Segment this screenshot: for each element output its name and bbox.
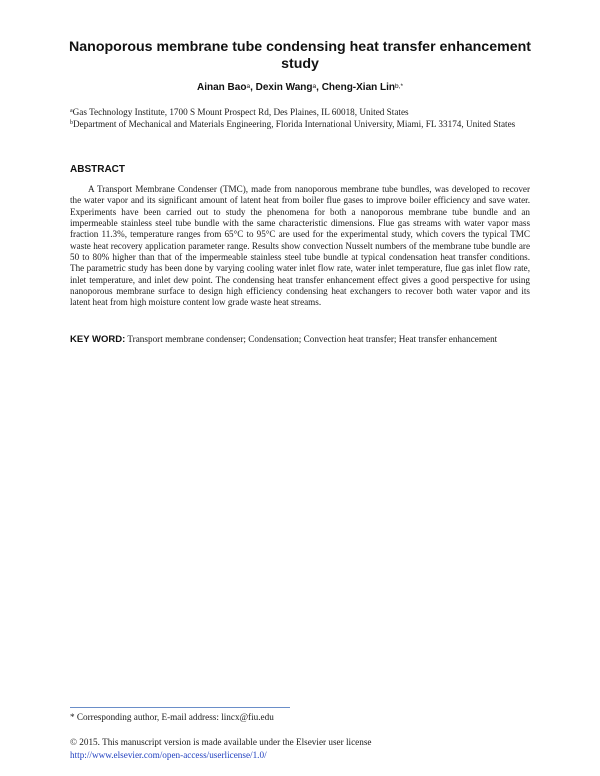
keywords-text: Transport membrane condenser; Condensation; Convection heat transfer; Heat transfer enhancement	[125, 334, 498, 344]
keywords-label: KEY WORD:	[70, 334, 126, 345]
author-list	[60, 81, 540, 94]
author-separator: ,	[250, 82, 256, 93]
footnote-divider	[70, 707, 290, 708]
license-text: © 2015. This manuscript version is made available under the Elsevier user license	[70, 737, 372, 747]
author-name: Cheng-Xian Lin	[321, 82, 396, 93]
keywords	[70, 333, 540, 346]
affiliation-mark: a	[246, 83, 251, 90]
abstract-heading: ABSTRACT	[70, 164, 125, 175]
affiliation-mark: a	[70, 108, 73, 114]
affiliation-mark: b	[70, 120, 73, 126]
abstract-body: A Transport Membrane Condenser (TMC), made from nanoporous membrane tube bundles, was developed to recover the water vapor and its significant amount of latent heat from boiler flue gases to improve boiler efficiency and save water. Experiments have been carried out to study the phenomena for both a nanoporous membrane tube bundle and an impermeable stainless steel tube bundle with the same characteristic dimensions. Flue gas streams with water vapor mass fraction 11.3%, temperature ranges from 65°C to 95°C are used for the experimental study, which covers the typical TMC waste heat recovery application parameter range. Results show convection Nusselt numbers of the membrane tube bundle are 50 to 80% higher than that of the impermeable stainless steel tube bundle at typical condensation heat transfer conditions. The parametric study has been done by varying cooling water inlet flow rate, water inlet temperature, flue gas inlet flow rate, inlet temperature, and inlet dew point. The condensing heat transfer enhancement effect gives a good perspective for using nanoporous membrane surface to design high efficiency condensing heat exchangers to recover both water vapor and its latent heat from high moisture content low grade waste heat streams.	[70, 184, 530, 308]
paper-title: Nanoporous membrane tube condensing heat transfer enhancement study	[69, 39, 531, 72]
affiliation-b	[70, 119, 540, 131]
affiliation-text: Gas Technology Institute, 1700 S Mount Prospect Rd, Des Plaines, IL 60018, United States	[72, 107, 409, 117]
affiliation-mark: b,*	[395, 83, 403, 90]
affiliation-a	[70, 107, 540, 119]
author-name: Dexin Wang	[255, 82, 313, 93]
license-notice	[70, 736, 372, 761]
license-link[interactable]: http://www.elsevier.com/open-access/userlicense/1.0/	[70, 749, 267, 760]
corresponding-author-footnote: * Corresponding author, E-mail address: lincx@fiu.edu	[70, 712, 274, 722]
author-name: Ainan Bao	[197, 82, 247, 93]
author-separator: ,	[316, 82, 322, 93]
affiliation-text: Department of Mechanical and Materials Engineering, Florida International University, Miami, FL 33174, United States	[73, 119, 516, 129]
affiliation-mark: a	[312, 83, 317, 90]
